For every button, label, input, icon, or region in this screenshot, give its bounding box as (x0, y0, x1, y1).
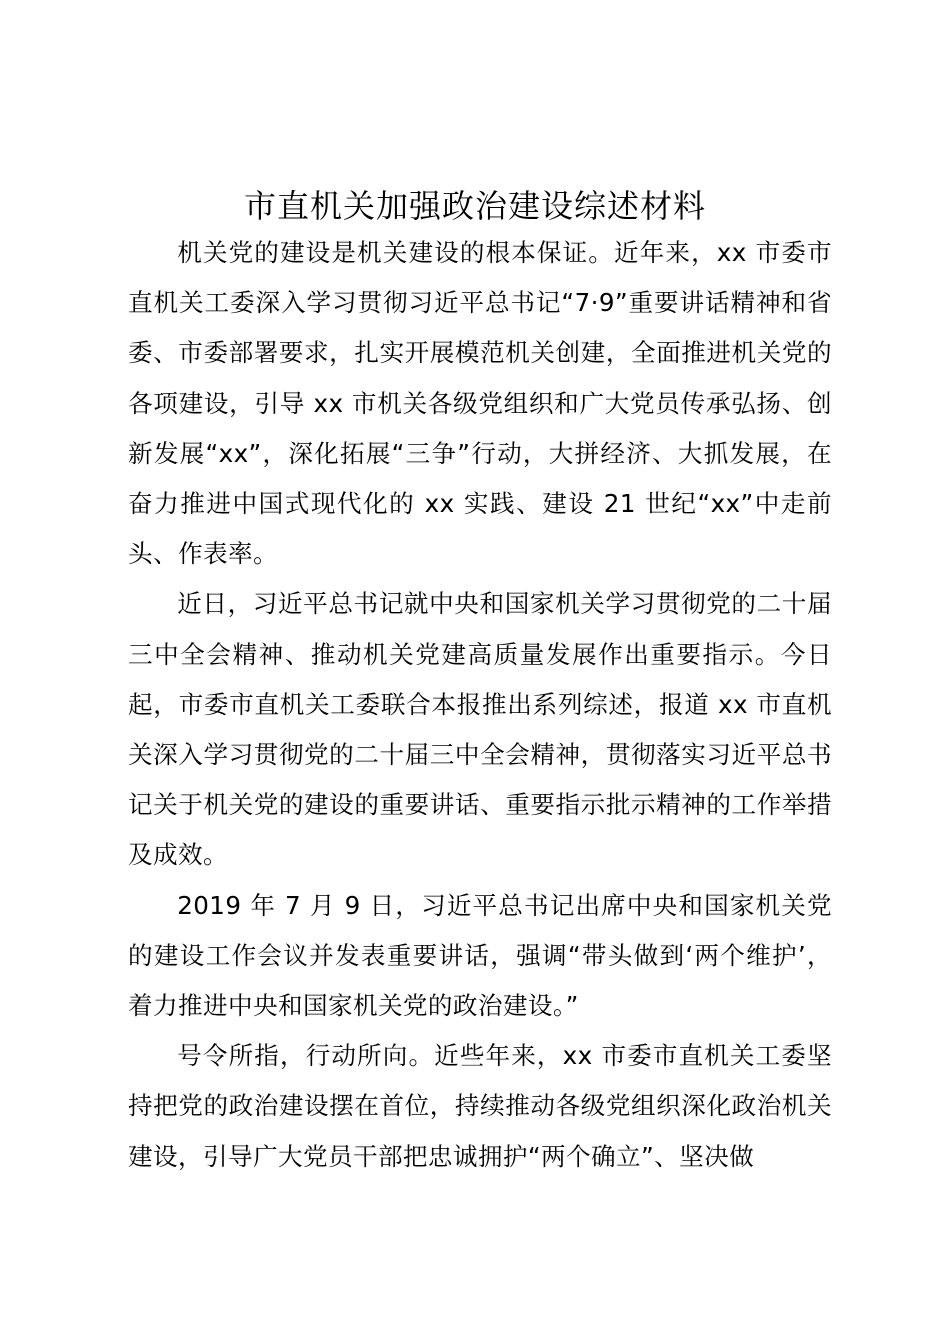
document-title: 市直机关加强政治建设综述材料 (243, 187, 706, 225)
paragraph-2: 近日，习近平总书记就中央和国家机关学习贯彻党的二十届三中全会精神、推动机关党建高质量发展作出重要指示。今日起，市委市直机关工委联合本报推出系列综述，报道 xx 市直机关深入学习贯彻党的二十届三中全会精神，贯彻落实习近平总书记关于机关党的建设的重要讲话、重要指示批示精神的工作举措及成效。 (128, 589, 832, 870)
paragraph-1: 机关党的建设是机关建设的根本保证。近年来，xx 市委市直机关工委深入学习贯彻习近平总书记“7·9”重要讲话精神和省委、市委部署要求，扎实开展模范机关创建，全面推进机关党的各项建设，引导 xx 市机关各级党组织和广大党员传承弘扬、创新发展“xx”，深化拓展“三争”行动，大拼经济、大抓发展，在奋力推进中国式现代化的 xx 实践、建设 21 世纪“xx”中走前头、作表率。 (128, 238, 832, 569)
document-body (128, 228, 832, 1182)
paragraph-3: 2019 年 7 月 9 日，习近平总书记出席中央和国家机关党的建设工作会议并发表重要讲话，强调“带头做到‘两个维护’，着力推进中央和国家机关党的政治建设。” (128, 890, 832, 1021)
paragraph-4: 号令所指，行动所向。近些年来，xx 市委市直机关工委坚持把党的政治建设摆在首位，持续推动各级党组织深化政治机关建设，引导广大党员干部把忠诚拥护“两个确立”、坚决做 (128, 1041, 832, 1171)
